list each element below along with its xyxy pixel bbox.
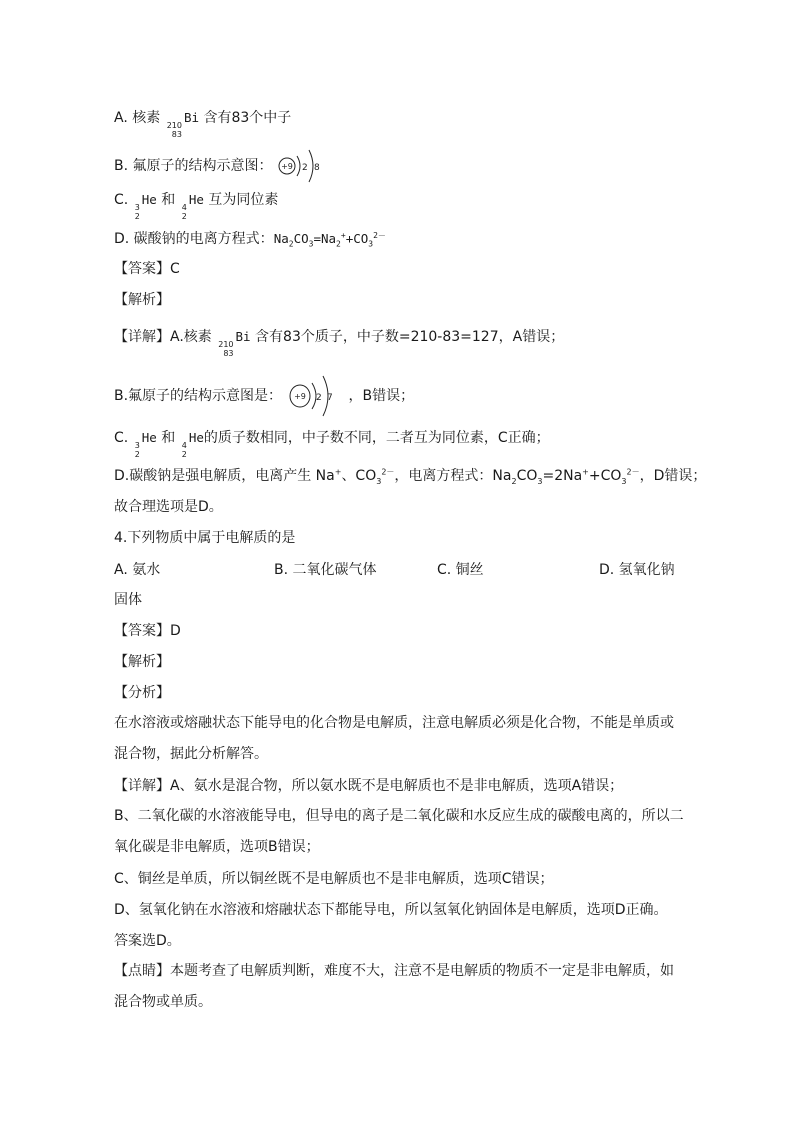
atomic-number: 2 [181,450,187,459]
option-d-line [114,229,386,249]
answer-label: 【答案】D [114,623,181,639]
option-a-prefix: A. 核素 [114,110,161,126]
option-c-line [114,190,278,221]
answer-choice: 答案选D。 [114,933,181,949]
diagram-nucleus: +9 [281,162,293,171]
element-symbol: Bi [183,110,200,125]
fenxi-text: 在水溶液或熔融状态下能导电的化合物是电解质，注意电解质必须是化合物，不能是单质或混合物，据此分析解答。 [114,715,674,762]
diagram-shell1: 2 [301,163,308,173]
option-c-suffix: 互为同位素 [208,192,279,208]
analysis-label: 【解析】 [114,654,170,670]
isotope-he3 [135,203,140,221]
option-d-prefix: D. 碳酸钠的电离方程式： [114,231,274,247]
detail-b-line [114,372,414,420]
detail-a-line [114,327,564,358]
detail-c-prefix: C. [114,430,129,446]
mass-number: 210 [218,340,234,349]
analysis-label: 【解析】 [114,292,170,308]
diagram-shell2: 7 [326,393,333,403]
atomic-number: 2 [134,450,140,459]
connector-text: 和 [161,192,176,208]
detail-b-label: B.氟原子的结构示意图是： [114,388,283,404]
mass-number: 210 [166,121,182,130]
element-symbol: He [188,192,204,207]
q4-option-a: A. 氨水 [114,562,161,578]
option-b-label: B. 氟原子的结构示意图： [114,158,273,174]
q4-option-d: D. 氢氧化钠 [599,562,675,578]
atomic-number: 2 [134,212,140,221]
option-c-prefix: C. [114,192,129,208]
q4-option-b: B. 二氧化碳气体 [274,562,377,578]
atomic-number: 83 [223,349,234,358]
detail-2-a: 【详解】A、氨水是混合物，所以氨水既不是电解质也不是非电解质，选项A错误； [114,778,624,794]
atomic-number: 2 [181,212,187,221]
detail-2-c: C、铜丝是单质，所以铜丝既不是电解质也不是非电解质，选项C错误； [114,871,554,887]
element-symbol: He [141,430,157,445]
isotope-he3 [135,441,140,459]
fenxi-label: 【分析】 [114,685,170,701]
q4-option-c: C. 铜丝 [437,562,484,578]
isotope-bi [218,340,233,358]
fluorine-structure-diagram-icon [287,372,349,420]
isotope-he4 [182,441,187,459]
option-a-line [114,108,291,139]
diagram-shell1: 2 [315,393,322,403]
isotope-bi [167,121,182,139]
ionization-equation: $Na_2CO_3=Na_2^++CO_3^{2-}$ [273,230,386,249]
question-4-stem: 4.下列物质中属于电解质的是 [114,530,296,546]
q4-option-d-wrap: 固体 [114,592,142,608]
connector-text: 和 [161,430,176,446]
mass-number: 3 [134,203,140,212]
detail-a-suffix: 含有83个质子，中子数=210-83=127，A错误； [255,329,565,345]
isotope-he4 [182,203,187,221]
element-symbol: Bi [235,329,251,344]
detail-2-b: B、二氧化碳的水溶液能导电，但导电的离子是二氧化碳和水反应生成的碳酸电离的，所以二氧化碳是非电解质，选项B错误； [114,808,684,855]
element-symbol: He [141,192,157,207]
detail-c-suffix: 的质子数相同，中子数不同，二者互为同位素，C正确； [203,430,550,446]
mass-number: 4 [181,441,187,450]
detail-a-prefix: 【详解】A.核素 [114,329,212,345]
detail-b-suffix: ，B错误； [348,388,415,404]
mass-number: 3 [134,441,140,450]
diagram-shell2: 8 [313,163,320,173]
mass-number: 4 [181,203,187,212]
option-b-line [114,147,327,185]
detail-c-line [114,428,550,459]
option-a-suffix: 含有83个中子 [203,110,292,126]
fluorine-structure-diagram-icon [277,147,327,185]
diagram-nucleus: +9 [293,392,306,401]
dianjing-text: 【点睛】本题考查了电解质判断，难度不大，注意不是电解质的物质不一定是非电解质，如混合物或单质。 [114,963,674,1010]
answer-label: 【答案】C [114,261,180,277]
atomic-number: 83 [171,130,182,139]
detail-d-line: D.碳酸钠是强电解质，电离产生 Na+、$CO_3^{2-}$，电离方程式：$Na_2CO_3=2Na^++CO_3^{2-}$，D错误； [114,467,707,486]
element-symbol: He [188,430,204,445]
detail-2-d: D、氢氧化钠在水溶液和熔融状态下都能导电，所以氢氧化钠固体是电解质，选项D正确。 [114,902,668,918]
conclusion-text: 故合理选项是D。 [114,499,223,515]
